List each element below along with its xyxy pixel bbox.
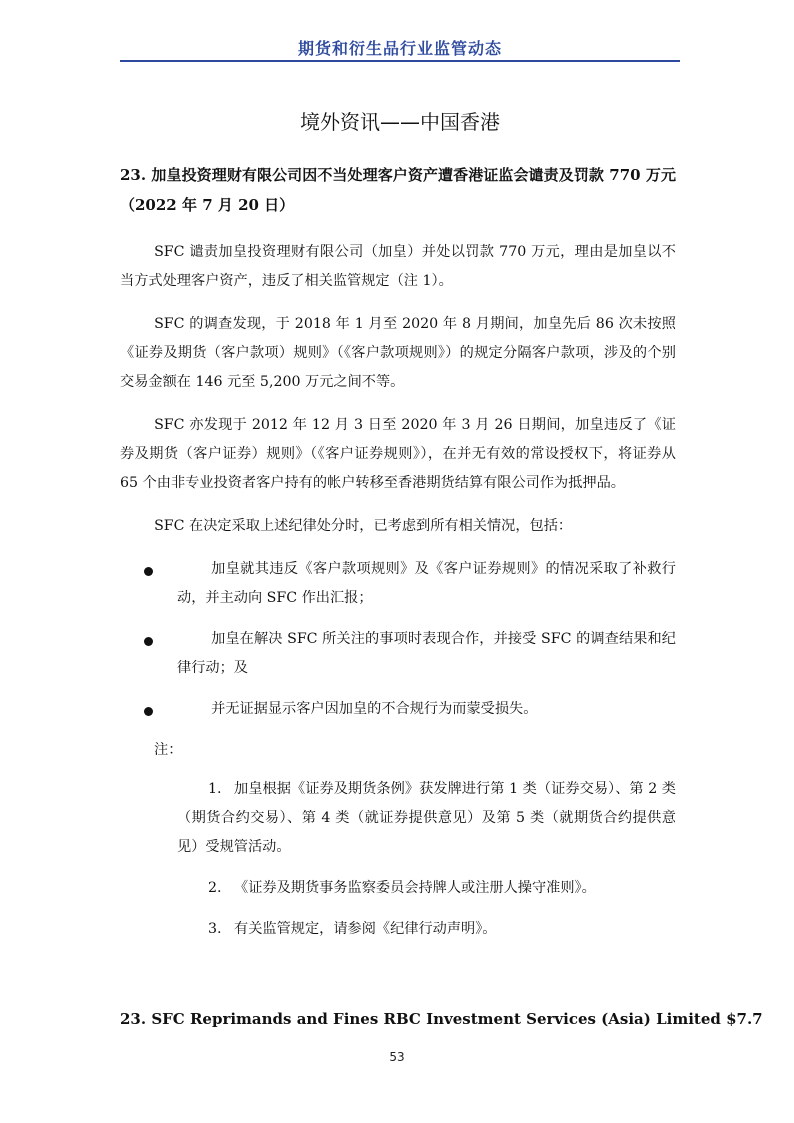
bullet-dot-icon (144, 707, 153, 716)
note-item (177, 915, 676, 944)
paragraph: SFC 谴责加皇投资理财有限公司（加皇）并处以罚款 770 万元，理由是加皇以不当方式处理客户资产，违反了相关监管规定（注 1）。 (120, 244, 676, 289)
note-number: 2. (208, 880, 222, 896)
bullet-dot-icon (144, 637, 153, 646)
bullet-text: 加皇在解决 SFC 所关注的事项时表现合作，并接受 SFC 的调查结果和纪律行动；及 (177, 631, 676, 676)
article-body (120, 160, 676, 956)
bullet-item (177, 555, 676, 613)
note-text: 《证券及期货事务监察委员会持牌人或注册人操守准则》。 (234, 880, 596, 896)
running-header: 期货和衍生品行业监管动态 (297, 39, 502, 58)
note-text: 加皇根据《证券及期货条例》获发牌进行第 1 类（证券交易）、第 2 类（期货合约交易）、第 4 类（就证券提供意见）及第 5 类（就期货合约提供意见）受规管活动。 (177, 781, 676, 855)
page-number: 53 (389, 1050, 405, 1064)
bullet-text: 加皇就其违反《客户款项规则》及《客户证券规则》的情况采取了补救行动，并主动向 SFC 作出汇报； (177, 561, 676, 606)
next-article-title: 23. SFC Reprimands and Fines RBC Investment Services (Asia) Limited $7.7 (120, 1010, 763, 1028)
section-title: 境外资讯——中国香港 (300, 110, 500, 134)
bullet-text: 并无证据显示客户因加皇的不合规行为而蒙受损失。 (211, 701, 538, 717)
note-number: 1. (208, 781, 222, 797)
header-rule (120, 60, 680, 62)
notes-label: 注： (154, 742, 183, 758)
bullet-dot-icon (144, 567, 153, 576)
note-item (177, 775, 676, 862)
note-item (177, 874, 676, 903)
note-number: 3. (208, 921, 222, 937)
paragraph: SFC 的调查发现，于 2018 年 1 月至 2020 年 8 月期间，加皇先后 86 次未按照《证券及期货（客户款项）规则》（《客户款项规则》）的规定分隔客户款项，涉及的个别交易金额在 146 元至 5,200 万元之间不等。 (120, 316, 676, 390)
paragraph: SFC 在决定采取上述纪律处分时，已考虑到所有相关情况，包括： (154, 518, 573, 534)
paragraph: SFC 亦发现于 2012 年 12 月 3 日至 2020 年 3 月 26 日期间，加皇违反了《证券及期货（客户证券）规则》（《客户证券规则》），在并无有效的常设授权下，将证券从 65 个由非专业投资者客户持有的帐户转移至香港期货结算有限公司作为抵押品。 (120, 417, 676, 491)
bullet-item (177, 695, 676, 724)
bullet-item (177, 625, 676, 683)
article-title: 23. 加皇投资理财有限公司因不当处理客户资产遭香港证监会谴责及罚款 770 万元 （2022 年 7 月 20 日） (120, 166, 676, 214)
note-text: 有关监管规定，请参阅《纪律行动声明》。 (234, 921, 497, 937)
